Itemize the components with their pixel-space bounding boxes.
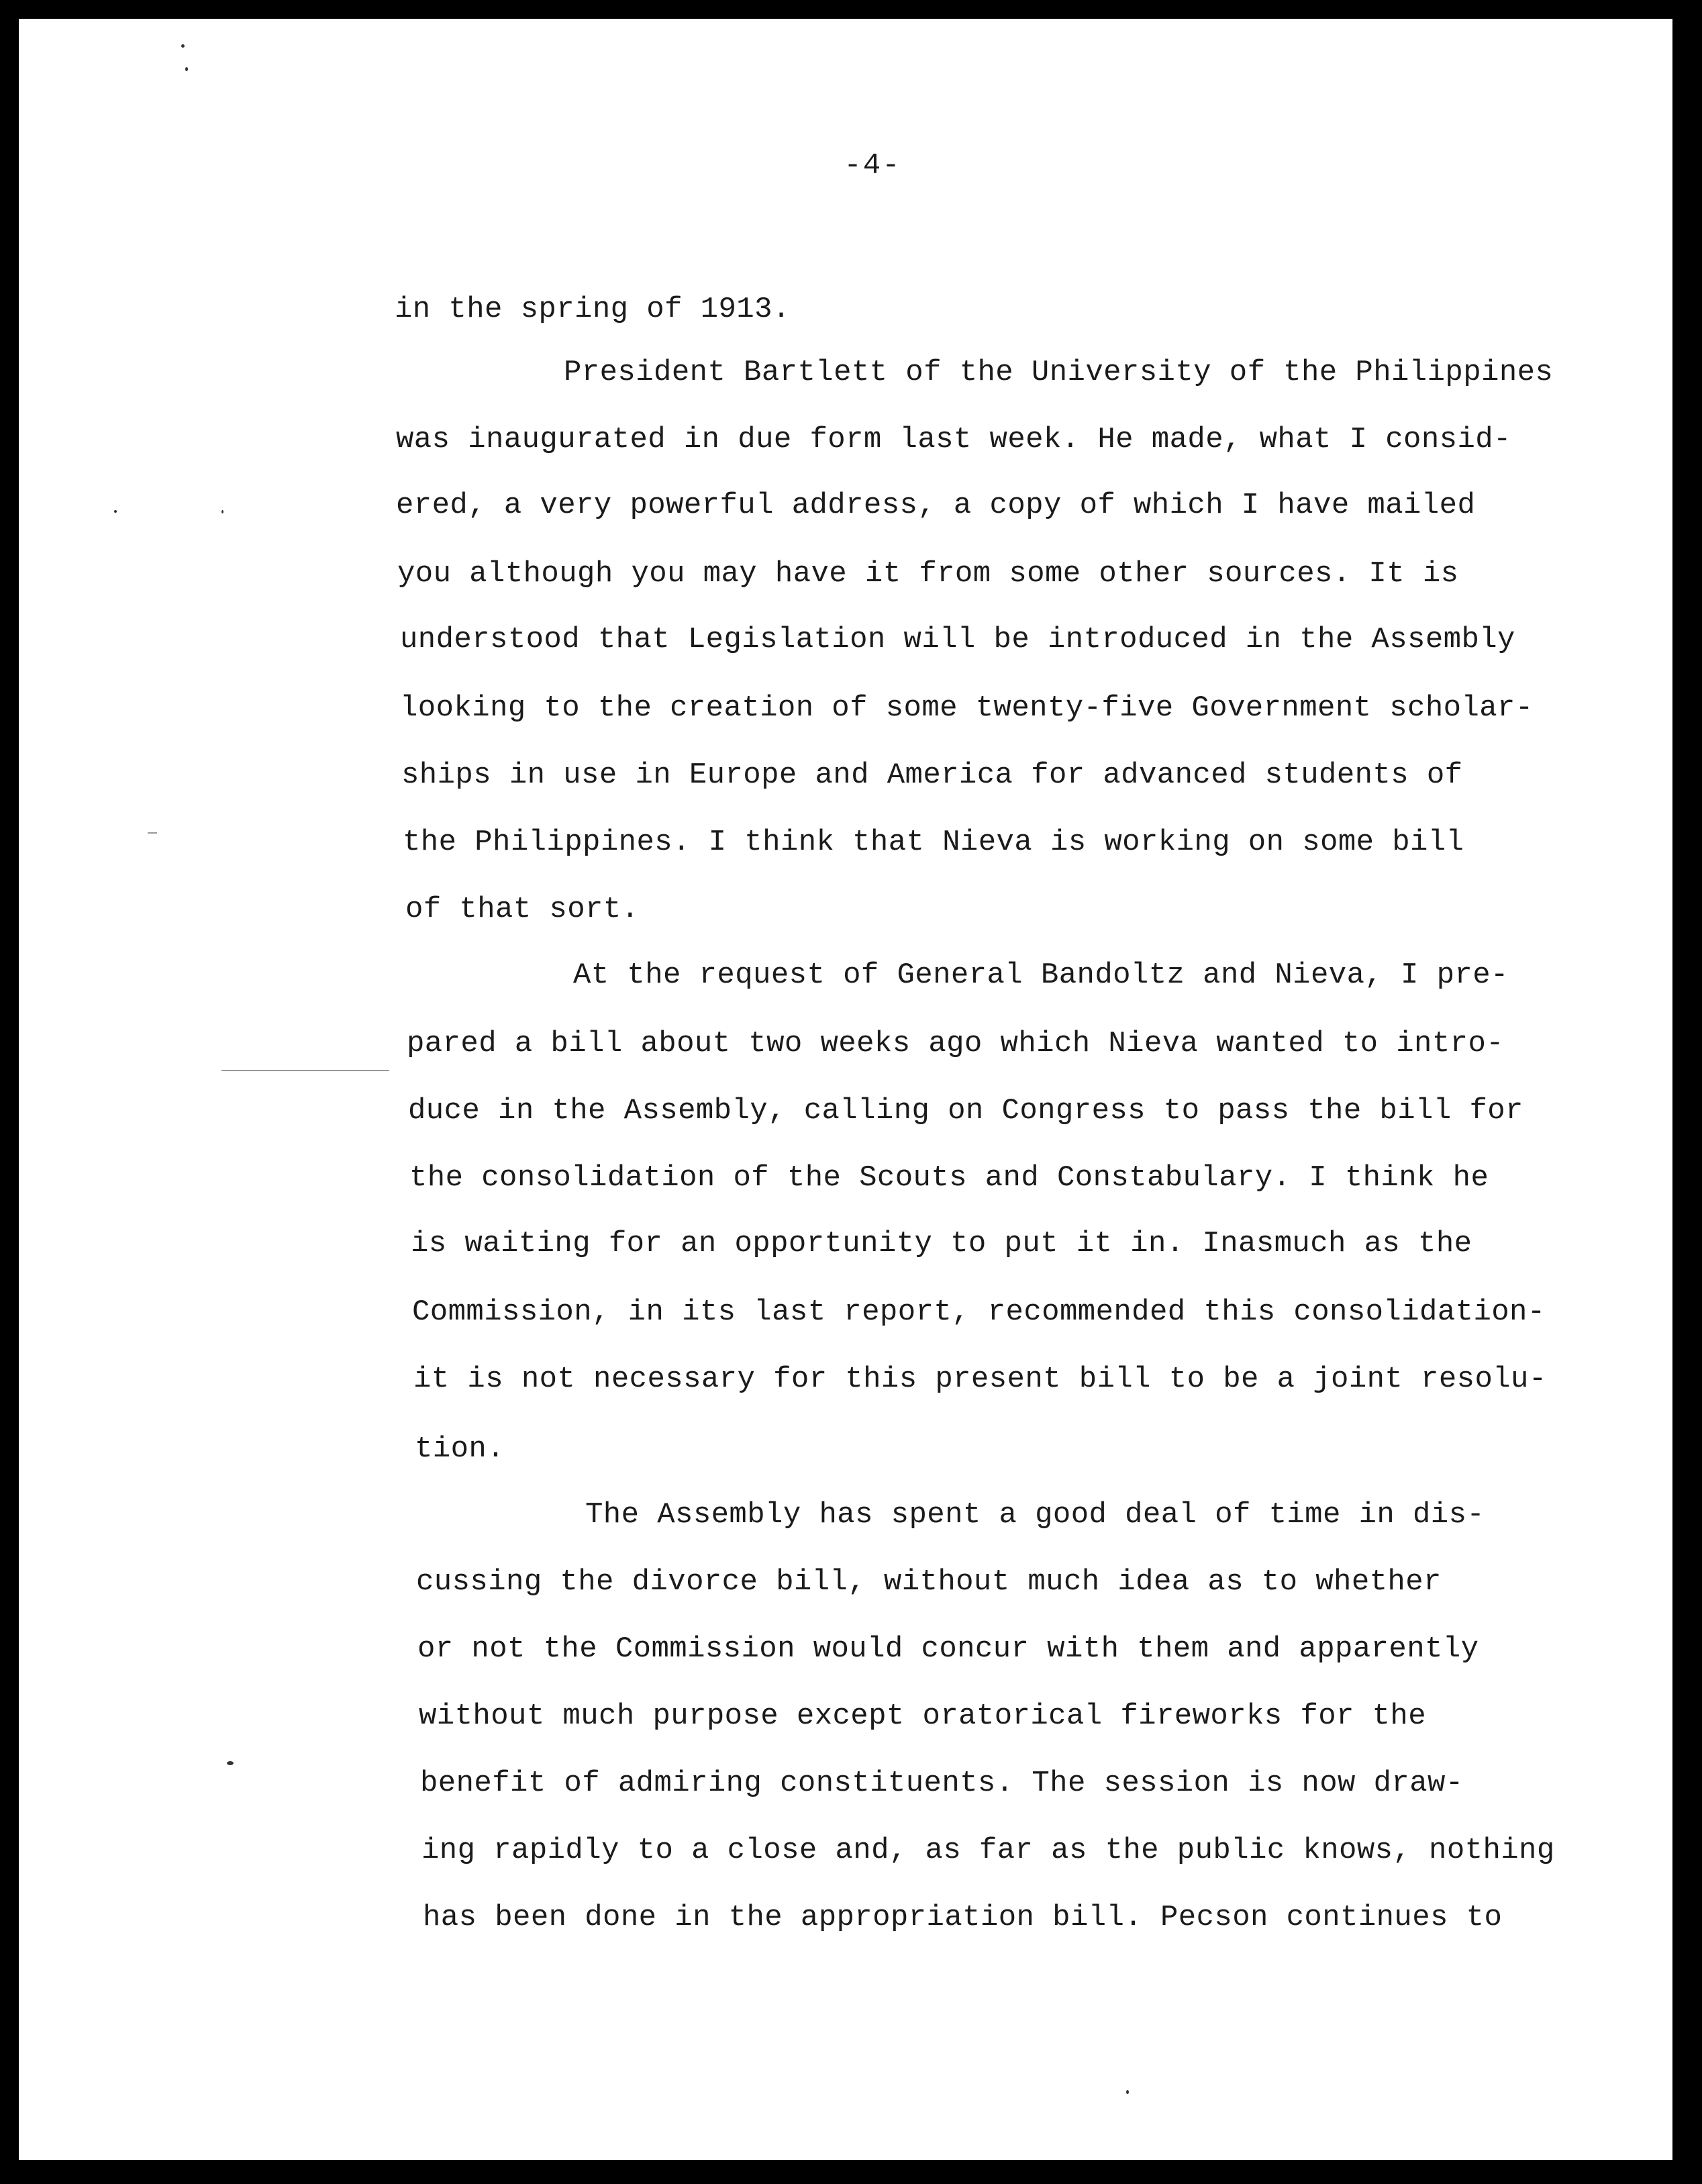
text-line: was inaugurated in due form last week. He made, what I consid- — [396, 423, 1511, 456]
scan-speck — [181, 44, 185, 48]
text-line: cussing the divorce bill, without much idea as to whether — [416, 1565, 1442, 1599]
scan-speck — [114, 510, 117, 513]
text-line: or not the Commission would concur with them and apparently — [417, 1632, 1479, 1666]
text-line: you although you may have it from some other sources. It is — [397, 557, 1459, 591]
text-line: The Assembly has spent a good deal of time in dis- — [585, 1498, 1485, 1532]
scan-speck — [1126, 2090, 1129, 2094]
text-line: the Philippines. I think that Nieva is working on some bill — [403, 826, 1464, 859]
text-line: is waiting for an opportunity to put it in. Inasmuch as the — [411, 1227, 1472, 1260]
scan-speck — [185, 67, 188, 71]
text-line: of that sort. — [405, 893, 640, 926]
text-line: duce in the Assembly, calling on Congress to pass the bill for — [408, 1094, 1523, 1128]
text-line: President Bartlett of the University of the Philippines — [564, 356, 1554, 389]
text-line: tion. — [415, 1432, 505, 1466]
scan-border — [1672, 19, 1687, 2160]
text-line: it is not necessary for this present bill to be a joint resolu- — [413, 1362, 1547, 1396]
text-line: understood that Legislation will be introduced in the Assembly — [400, 623, 1515, 656]
scan-speck — [227, 1761, 234, 1765]
text-line: in the spring of 1913. — [395, 293, 791, 326]
text-line: has been done in the appropriation bill. Pecson continues to — [423, 1901, 1503, 1934]
text-line: Commission, in its last report, recommended this consolidation- — [412, 1295, 1546, 1329]
text-line: looking to the creation of some twenty-five Government scholar- — [400, 691, 1534, 725]
text-line: without much purpose except oratorical fireworks for the — [419, 1699, 1427, 1733]
text-line: At the request of General Bandoltz and Nieva, I pre- — [573, 958, 1509, 992]
text-line: ered, a very powerful address, a copy of which I have mailed — [396, 489, 1476, 522]
scan-speck — [221, 510, 223, 513]
text-line: benefit of admiring constituents. The session is now draw- — [420, 1767, 1464, 1800]
text-line: pared a bill about two weeks ago which Nieva wanted to intro- — [407, 1027, 1505, 1060]
text-line: the consolidation of the Scouts and Constabulary. I think he — [409, 1161, 1489, 1195]
text-line: ing rapidly to a close and, as far as the public knows, nothing — [421, 1834, 1555, 1867]
page-number: -4- — [844, 149, 901, 183]
text-line: ships in use in Europe and America for advanced students of — [401, 758, 1463, 792]
scan-mark — [221, 1070, 389, 1071]
scan-mark — [148, 832, 157, 834]
